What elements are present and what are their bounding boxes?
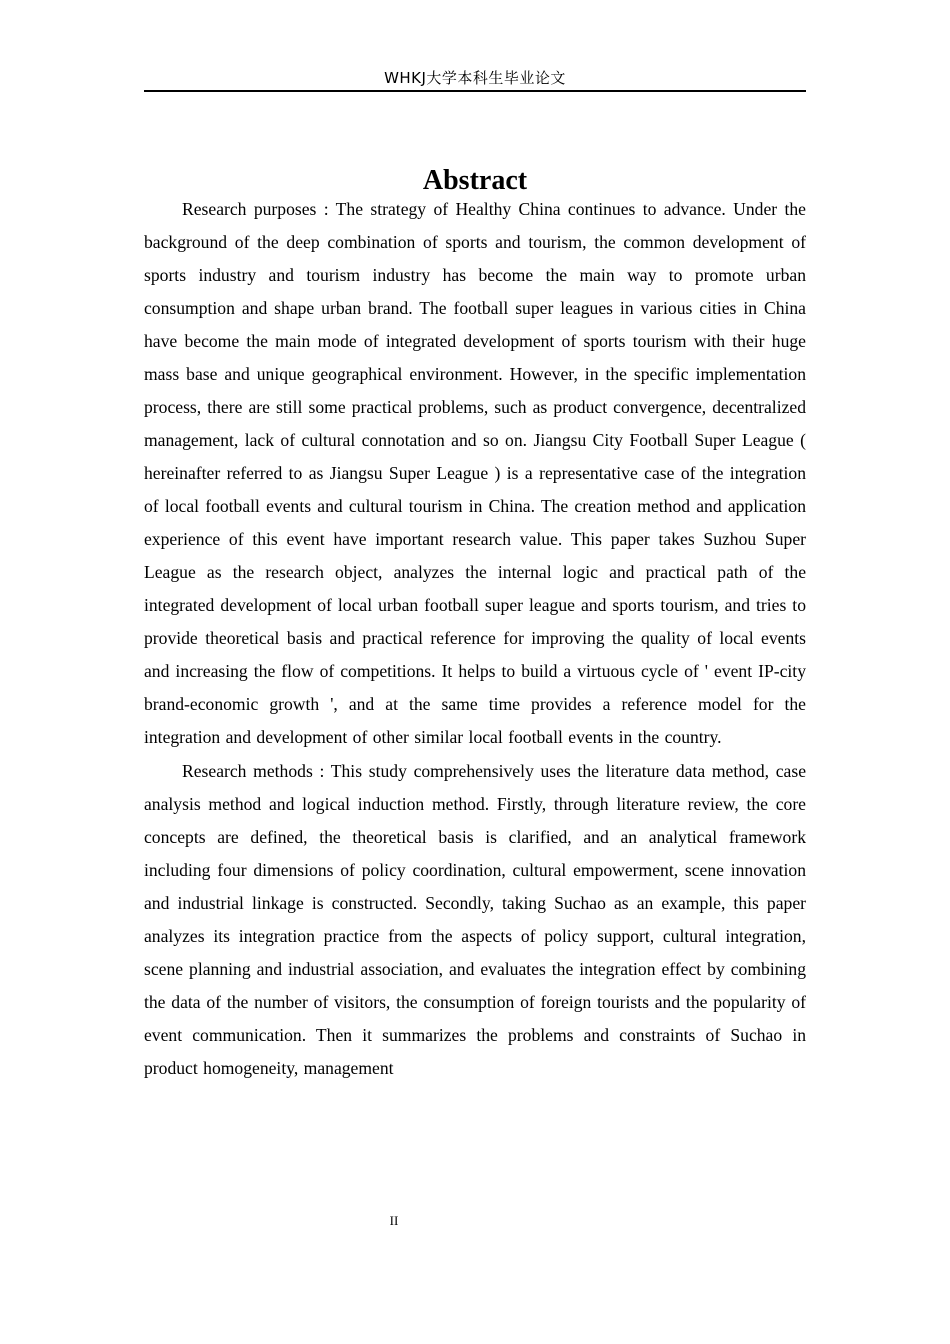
page-header (144, 66, 806, 92)
abstract-body (144, 193, 806, 1086)
paragraph-research-purposes: Research purposes : The strategy of Healthy China continues to advance. Under the background of the deep combination of sports and tourism, the common development of sports industry and tourism industry has become the main way to promote urban consumption and shape urban brand. The football super leagues in various cities in China have become the main mode of integrated development of sports tourism with their huge mass base and unique geographical environment. However, in the specific implementation process, there are still some practical problems, such as product convergence, decentralized management, lack of cultural connotation and so on. Jiangsu City Football Super League ( hereinafter referred to as Jiangsu Super League ) is a representative case of the integration of local football events and cultural tourism in China. The creation method and application experience of this event have important research value. This paper takes Suzhou Super League as the research object, analyzes the internal logic and practical path of the integrated development of local urban football super league and sports tourism, and tries to provide theoretical basis and practical reference for improving the quality of local events and increasing the flow of competitions. It helps to build a virtuous cycle of ' event IP-city brand-economic growth ', and at the same time provides a reference model for the integration and development of other similar local football events in the country. (144, 199, 806, 747)
abstract-title: Abstract (422, 165, 528, 196)
header-title: WHKJ大学本科生毕业论文 (384, 69, 566, 87)
page-number: II (389, 1213, 399, 1228)
paragraph-research-methods: Research methods : This study comprehensively uses the literature data method, case analysis method and logical induction method. Firstly, through literature review, the core concepts are defined, the theoretical basis is clarified, and an analytical framework including four dimensions of policy coordination, cultural empowerment, scene innovation and industrial linkage is constructed. Secondly, taking Suchao as an example, this paper analyzes its integration practice from the aspects of policy support, cultural integration, scene planning and industrial association, and evaluates the integration effect by combining the data of the number of visitors, the consumption of foreign tourists and the popularity of event communication. Then it summarizes the problems and constraints of Suchao in product homogeneity, management (144, 761, 806, 1078)
